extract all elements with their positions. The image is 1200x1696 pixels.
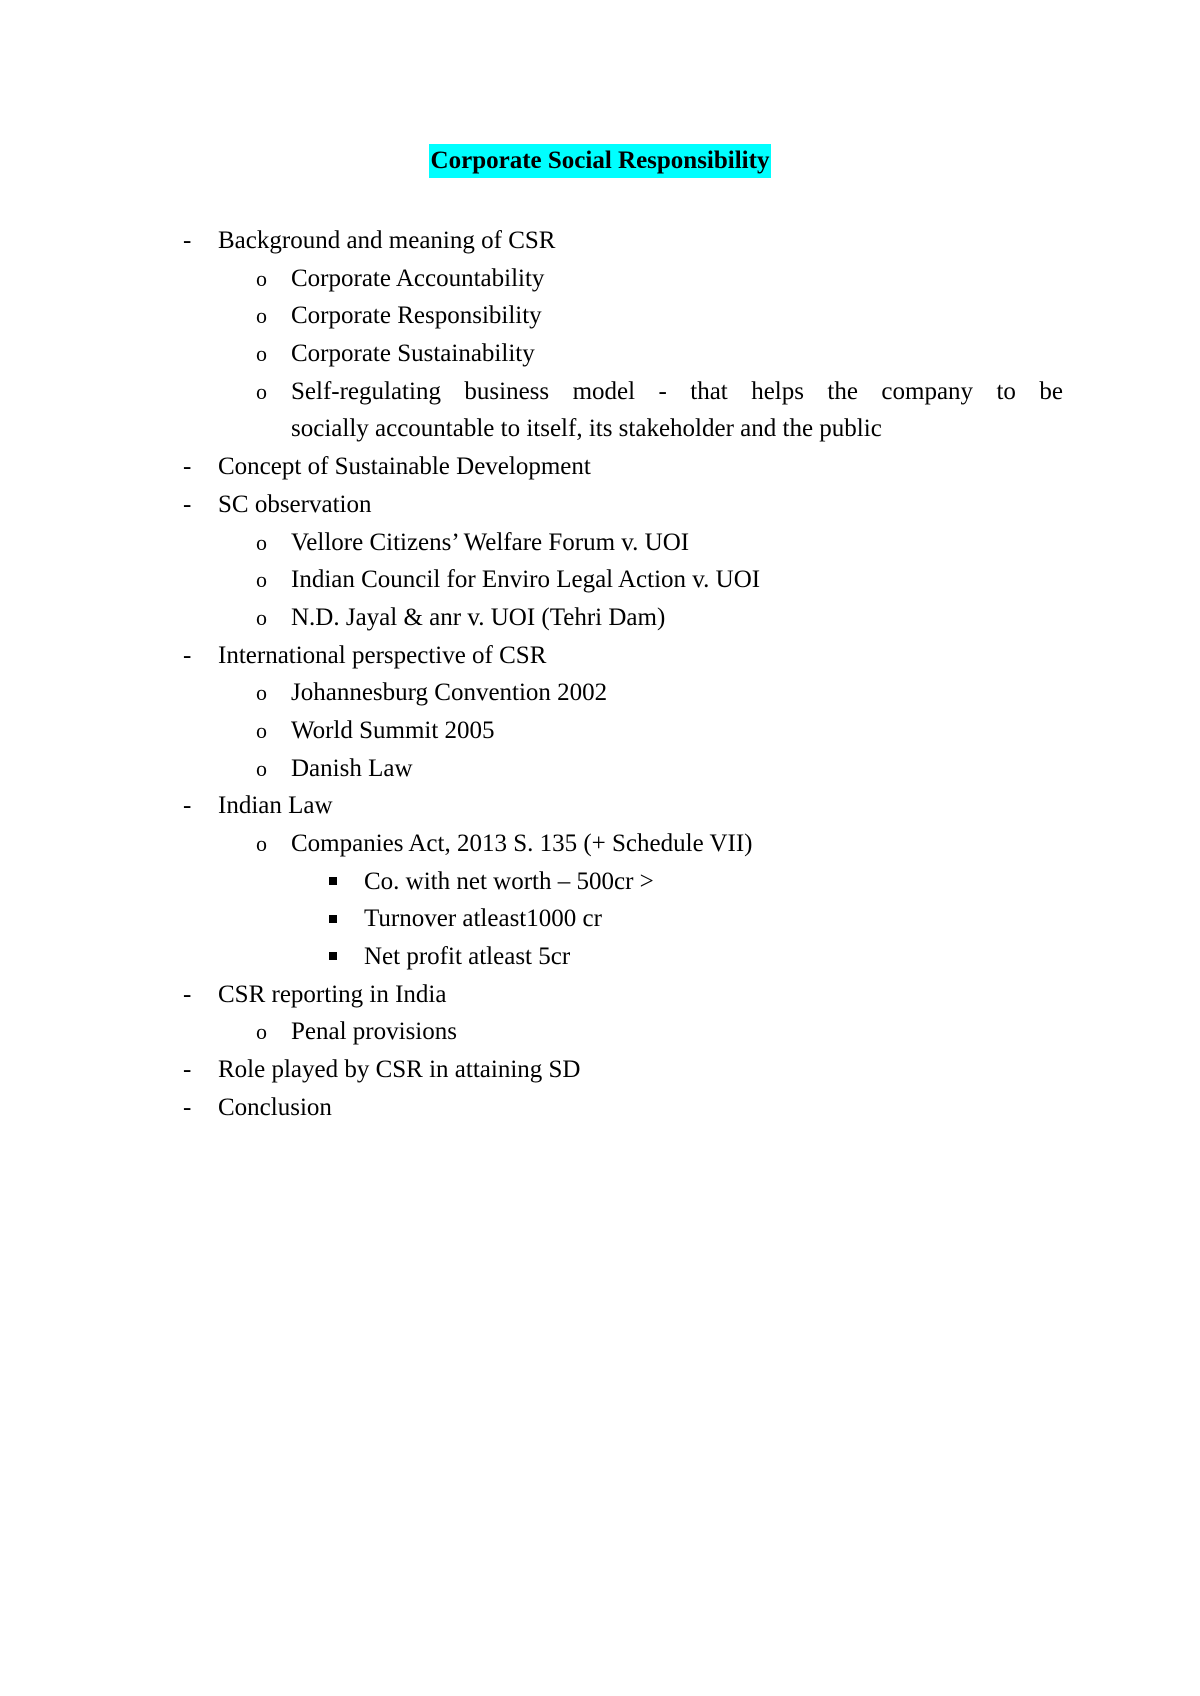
word: Self-regulating (291, 377, 441, 405)
list-item-corp-responsibility (183, 297, 1063, 335)
list-item-turnover (183, 900, 1063, 938)
dash-bullet: - (183, 980, 192, 1008)
outline-list (183, 222, 1063, 1127)
dash-bullet: - (183, 227, 192, 254)
item-text: socially accountable to itself, its stakeholder and the public (291, 415, 882, 443)
list-item-continuation (183, 410, 1063, 448)
circle-bullet: o (256, 1019, 267, 1045)
circle-bullet: o (256, 378, 267, 404)
item-text: Net profit atleast 5cr (364, 943, 571, 971)
item-text: Conclusion (218, 1093, 332, 1121)
list-item-danish (183, 750, 1063, 788)
item-text: Role played by CSR in attaining SD (218, 1056, 581, 1084)
list-item-csr-reporting (183, 976, 1063, 1014)
list-item-background (183, 222, 1063, 260)
item-text: International perspective of CSR (218, 641, 547, 669)
circle-bullet: o (256, 341, 267, 367)
item-text: Corporate Accountability (291, 264, 545, 292)
circle-bullet: o (256, 303, 267, 329)
item-text: Vellore Citizens’ Welfare Forum v. UOI (291, 528, 690, 556)
item-text: Turnover atleast1000 cr (364, 905, 602, 933)
item-text: World Summit 2005 (291, 716, 495, 744)
item-text: Johannesburg Convention 2002 (291, 679, 608, 707)
item-text: N.D. Jayal & anr v. UOI (Tehri Dam) (291, 603, 666, 631)
item-text: Indian Council for Enviro Legal Action v. UOI (291, 566, 761, 594)
list-item-penal (183, 1013, 1063, 1051)
square-bullet-icon (329, 900, 337, 938)
list-item-conclusion (183, 1089, 1063, 1127)
list-item-net-worth (183, 863, 1063, 901)
list-item-role-played (183, 1051, 1063, 1089)
list-item-jayal (183, 599, 1063, 637)
circle-bullet: o (256, 529, 267, 555)
item-text: Penal provisions (291, 1018, 457, 1046)
item-text: Co. with net worth – 500cr > (364, 867, 654, 895)
item-text: Companies Act, 2013 S. 135 (+ Schedule VII) (291, 830, 753, 857)
list-item-self-regulating (183, 373, 1063, 411)
item-text: CSR reporting in India (218, 980, 447, 1008)
square-bullet-icon (329, 938, 337, 976)
list-item-sustainable-dev (183, 448, 1063, 486)
circle-bullet: o (256, 604, 267, 630)
word: to (996, 377, 1016, 405)
circle-bullet: o (256, 265, 267, 291)
title-wrapper (0, 144, 1200, 178)
dash-bullet: - (183, 1093, 192, 1121)
circle-bullet: o (256, 717, 267, 743)
item-text: Corporate Sustainability (291, 340, 535, 368)
circle-bullet: o (256, 831, 267, 856)
list-item-vellore (183, 524, 1063, 562)
word: helps (751, 377, 804, 405)
dash-bullet: - (183, 792, 192, 820)
word: the (827, 377, 858, 405)
item-text: SC observation (218, 490, 372, 518)
word: be (1039, 377, 1063, 405)
circle-bullet: o (256, 567, 267, 593)
item-text: Danish Law (291, 754, 413, 782)
word: company (881, 377, 974, 405)
word: business (464, 377, 550, 405)
circle-bullet: o (256, 680, 267, 706)
list-item-international (183, 637, 1063, 675)
item-text: Concept of Sustainable Development (218, 453, 591, 481)
item-text: Background and meaning of CSR (218, 227, 556, 254)
circle-bullet: o (256, 755, 267, 781)
list-item-corp-accountability (183, 260, 1063, 298)
list-item-world-summit (183, 712, 1063, 750)
justified-text (291, 373, 1063, 411)
list-item-johannesburg (183, 674, 1063, 712)
word: that (690, 377, 728, 405)
item-text: Corporate Responsibility (291, 302, 542, 330)
dash-bullet: - (183, 641, 192, 669)
list-item-companies-act (183, 825, 1063, 863)
dash-bullet: - (183, 453, 192, 481)
list-item-indian-council (183, 561, 1063, 599)
list-item-corp-sustainability (183, 335, 1063, 373)
dash-bullet: - (183, 1056, 192, 1084)
list-item-sc-observation (183, 486, 1063, 524)
list-item-net-profit (183, 938, 1063, 976)
list-item-indian-law (183, 787, 1063, 825)
word: model (572, 377, 636, 405)
dash-bullet: - (183, 490, 192, 518)
item-text: Indian Law (218, 792, 333, 820)
square-bullet-icon (329, 863, 337, 901)
document-title: Corporate Social Responsibility (429, 144, 772, 178)
word: - (658, 377, 667, 405)
